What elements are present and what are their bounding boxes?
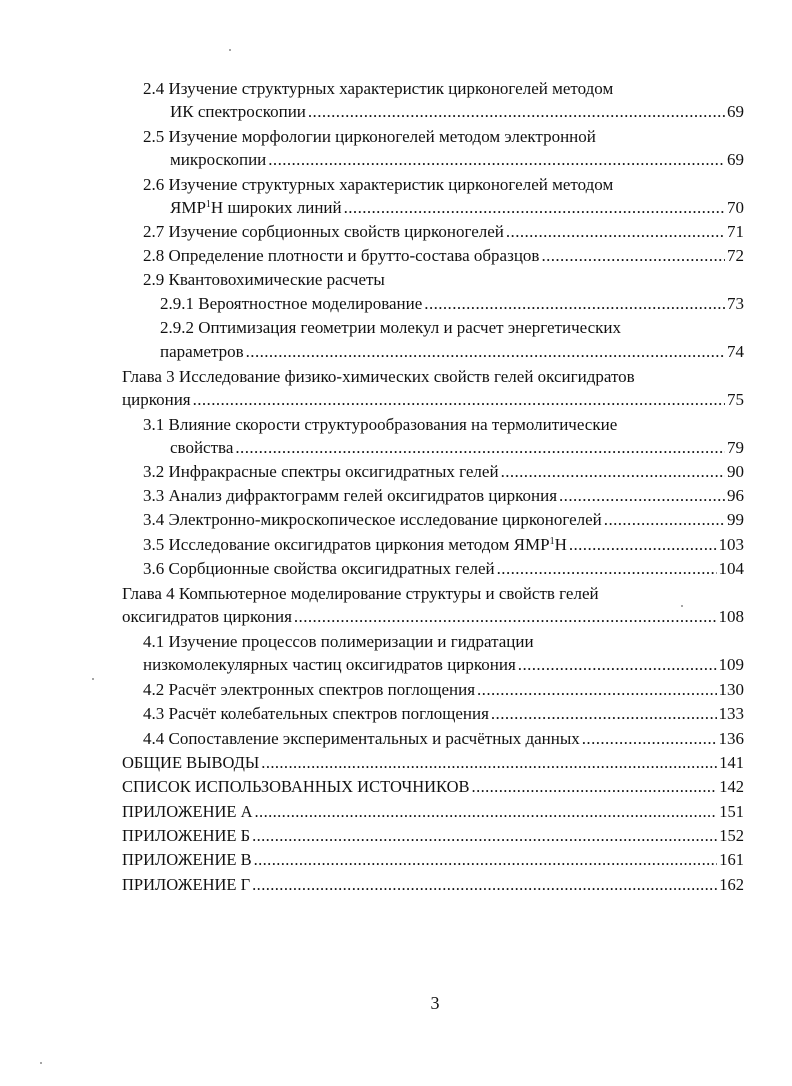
toc-entry-2-6[interactable]: [170, 197, 744, 219]
toc-entry-4-1-title: [143, 631, 743, 653]
toc-entry-2-5-title: [143, 126, 743, 148]
toc-entry-text: ПРИЛОЖЕНИЕ В: [122, 850, 252, 869]
toc-appendix-g[interactable]: [122, 874, 744, 896]
toc-entry-text: оксигидратов циркония: [122, 607, 292, 626]
toc-chapter-4-title: [122, 583, 752, 605]
dot-leader: [491, 703, 717, 725]
dot-leader: [268, 149, 725, 171]
scan-speck: [92, 678, 94, 680]
toc-entry-4-2[interactable]: [143, 679, 744, 701]
dot-leader: [506, 221, 725, 243]
toc-page-number: 69: [727, 150, 744, 169]
toc-page-number: 99: [727, 510, 744, 529]
toc-page-number: 108: [718, 607, 744, 626]
toc-page-number: 73: [727, 294, 744, 313]
toc-page-number: 152: [719, 826, 744, 845]
toc-entry-2-5[interactable]: [170, 149, 744, 171]
toc-page-number: 69: [727, 102, 744, 121]
toc-entry-text: циркония: [122, 390, 191, 409]
dot-leader: [252, 874, 717, 896]
toc-appendix-v[interactable]: [122, 849, 744, 871]
dot-leader: [472, 776, 718, 798]
toc-entry-2-7[interactable]: [143, 221, 744, 243]
toc-entry-text: ПРИЛОЖЕНИЕ А: [122, 802, 253, 821]
toc-page-number: 136: [718, 729, 744, 748]
toc-chapter-4[interactable]: [122, 606, 744, 628]
scan-speck: [40, 1062, 42, 1064]
dot-leader: [604, 509, 725, 531]
toc-page-number: 161: [719, 850, 744, 869]
toc-entry-2-9-2[interactable]: [160, 341, 744, 363]
toc-entry-text: 2.9.2 Оптимизация геометрии молекул и расчет энергетических: [160, 318, 622, 337]
toc-entry-text: ЯМР$^1$Н широких линий: [170, 198, 342, 217]
toc-entry-text: параметров: [160, 342, 244, 361]
toc-references[interactable]: [122, 776, 744, 798]
toc-entry-text: ПРИЛОЖЕНИЕ Б: [122, 826, 251, 845]
toc-entry-4-1[interactable]: [143, 654, 744, 676]
toc-entry-text: 3.5 Исследование оксигидратов циркония методом ЯМР$^1$Н: [143, 535, 567, 554]
toc-page-number: 71: [727, 222, 744, 241]
toc-conclusions[interactable]: [122, 752, 744, 774]
toc-page-number: 72: [727, 246, 744, 265]
dot-leader: [254, 849, 718, 871]
toc-entry-text: 4.2 Расчёт электронных спектров поглощения: [143, 680, 476, 699]
toc-entry-text: Глава 4 Компьютерное моделирование структуры и свойств гелей: [122, 584, 599, 603]
toc-entry-text: 3.6 Сорбционные свойства оксигидратных гелей: [143, 559, 495, 578]
dot-leader: [569, 534, 717, 556]
toc-page-number: 142: [719, 777, 744, 796]
dot-leader: [246, 341, 725, 363]
toc-entry-text: 3.3 Анализ дифрактограмм гелей оксигидратов циркония: [143, 486, 558, 505]
toc-chapter-3-title: [122, 366, 752, 388]
dot-leader: [255, 801, 718, 823]
toc-entry-4-4[interactable]: [143, 728, 744, 750]
dot-leader: [308, 101, 725, 123]
dot-leader: [497, 558, 717, 580]
toc-entry-text: микроскопии: [170, 150, 267, 169]
toc-page-number: 70: [727, 198, 744, 217]
toc-page-number: 133: [718, 704, 744, 723]
dot-leader: [518, 654, 717, 676]
toc-entry-text: Глава 3 Исследование физико-химических свойств гелей оксигидратов: [122, 367, 635, 386]
dot-leader: [252, 825, 717, 847]
toc-entry-3-6[interactable]: [143, 558, 744, 580]
toc-entry-text: 3.4 Электронно-микроскопическое исследование цирконогелей: [143, 510, 602, 529]
toc-entry-4-3[interactable]: [143, 703, 744, 725]
toc-entry-2-9[interactable]: [143, 269, 743, 291]
toc-entry-text: 4.3 Расчёт колебательных спектров поглощения: [143, 704, 489, 723]
toc-entry-text: 2.8 Определение плотности и брутто-состава образцов: [143, 246, 540, 265]
toc-entry-2-4-title: [143, 78, 743, 100]
toc-entry-text: 4.1 Изучение процессов полимеризации и гидратации: [143, 632, 534, 651]
toc-page-number: 151: [719, 802, 744, 821]
toc-page-number: 103: [718, 535, 744, 554]
dot-leader: [541, 245, 725, 267]
toc-entry-text: 3.2 Инфракрасные спектры оксигидратных гелей: [143, 462, 499, 481]
toc-page-number: 141: [719, 753, 744, 772]
toc-entry-text: 3.1 Влияние скорости структурообразования на термолитические: [143, 415, 618, 434]
toc-page-number: 96: [727, 486, 744, 505]
toc-entry-text: ОБЩИЕ ВЫВОДЫ: [122, 753, 260, 772]
dot-leader: [344, 197, 725, 219]
toc-entry-text: 2.5 Изучение морфологии цирконогелей методом электронной: [143, 127, 596, 146]
toc-entry-2-4[interactable]: [170, 101, 744, 123]
toc-entry-text: свойства: [170, 438, 234, 457]
toc-entry-text: низкомолекулярных частиц оксигидратов циркония: [143, 655, 516, 674]
toc-appendix-a[interactable]: [122, 801, 744, 823]
toc-entry-text: ИК спектроскопии: [170, 102, 306, 121]
toc-entry-3-2[interactable]: [143, 461, 744, 483]
dot-leader: [501, 461, 725, 483]
toc-chapter-3[interactable]: [122, 389, 744, 411]
dot-leader: [477, 679, 716, 701]
dot-leader: [424, 293, 725, 315]
page-number: 3: [430, 993, 440, 1013]
toc-page-number: 79: [727, 438, 744, 457]
toc-entry-text: 2.9 Квантовохимические расчеты: [143, 270, 385, 289]
toc-page-number: 75: [727, 390, 744, 409]
toc-page-number: 162: [719, 875, 744, 894]
toc-page-number: 74: [727, 342, 744, 361]
toc-page-number: 109: [718, 655, 744, 674]
toc-entry-2-9-2-title: [160, 317, 760, 339]
dot-leader: [235, 437, 725, 459]
dot-leader: [559, 485, 725, 507]
toc-entry-3-1-title: [143, 414, 743, 436]
toc-entry-3-4[interactable]: [143, 509, 744, 531]
toc-page-number: 90: [727, 462, 744, 481]
toc-entry-2-9-1[interactable]: [160, 293, 744, 315]
toc-entry-3-5[interactable]: [143, 534, 744, 556]
toc-entry-3-1[interactable]: [170, 437, 744, 459]
dot-leader: [261, 752, 717, 774]
toc-appendix-b[interactable]: [122, 825, 744, 847]
dot-leader: [582, 728, 717, 750]
toc-page-number: 104: [718, 559, 744, 578]
toc-entry-text: СПИСОК ИСПОЛЬЗОВАННЫХ ИСТОЧНИКОВ: [122, 777, 470, 796]
scan-speck: [681, 605, 683, 607]
toc-page-number: 130: [718, 680, 744, 699]
toc-entry-text: ПРИЛОЖЕНИЕ Г: [122, 875, 251, 894]
toc-entry-text: 2.9.1 Вероятностное моделирование: [160, 294, 423, 313]
dot-leader: [193, 389, 725, 411]
toc-entry-2-8[interactable]: [143, 245, 744, 267]
toc-entry-text: 2.4 Изучение структурных характеристик цирконогелей методом: [143, 79, 614, 98]
toc-entry-text: 4.4 Сопоставление экспериментальных и расчётных данных: [143, 729, 580, 748]
toc-entry-text: 2.6 Изучение структурных характеристик цирконогелей методом: [143, 175, 614, 194]
toc-entry-text: 2.7 Изучение сорбционных свойств цирконогелей: [143, 222, 504, 241]
scan-speck: [229, 49, 231, 51]
toc-entry-3-3[interactable]: [143, 485, 744, 507]
dot-leader: [294, 606, 717, 628]
toc-entry-2-6-title: [143, 174, 743, 196]
